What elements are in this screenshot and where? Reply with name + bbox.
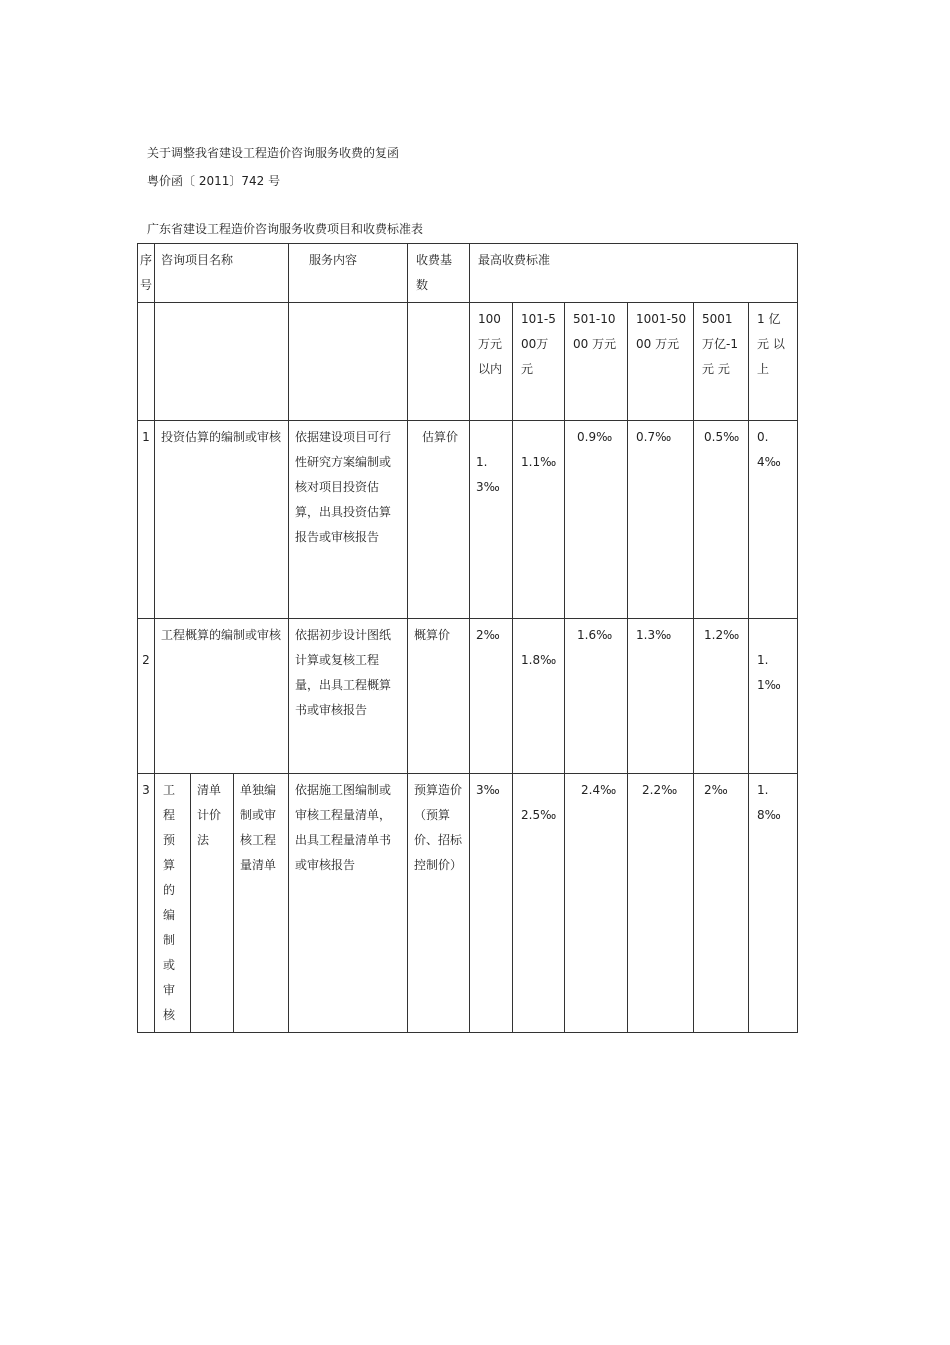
max-standard-header: 最高收费标准 <box>470 244 798 303</box>
row-service: 依据初步设计图纸计算或复核工程量，出具工程概算书或审核报告 <box>289 619 408 774</box>
rate-cell: 0.5‰ <box>694 421 749 619</box>
rate-cell: 1.1‰ <box>513 421 565 619</box>
row-method: 清单计价法 <box>191 774 234 1033</box>
rate-cell: 2‰ <box>694 774 749 1033</box>
row-base: 概算价 <box>408 619 470 774</box>
base-header: 收费基数 <box>408 244 470 303</box>
rate-cell: 0.4‰ <box>749 421 798 619</box>
band-cell: 501-1000 万元 <box>565 303 628 421</box>
row-service: 依据施工图编制或审核工程量清单，出具工程量清单书或审核报告 <box>289 774 408 1033</box>
band-cell: 100万元以内 <box>470 303 513 421</box>
band-cell: 5001万亿-1元 元 <box>694 303 749 421</box>
fee-table <box>137 243 798 1033</box>
doc-number: 粤价函〔 2011〕742 号 <box>147 174 281 188</box>
rate-cell: 1.2‰ <box>694 619 749 774</box>
doc-title: 关于调整我省建设工程造价咨询服务收费的复函 <box>147 146 400 160</box>
row-name: 投资估算的编制或审核 <box>155 421 289 619</box>
band-cell: 1001-5000 万元 <box>628 303 694 421</box>
rate-cell: 1.8‰ <box>749 774 798 1033</box>
row-seq: 2 <box>138 619 155 774</box>
row-service: 依据建设项目可行性研究方案编制或核对项目投资估算，出具投资估算报告或审核报告 <box>289 421 408 619</box>
rate-cell: 0.9‰ <box>565 421 628 619</box>
rate-cell: 2.4‰ <box>565 774 628 1033</box>
rate-cell: 0.7‰ <box>628 421 694 619</box>
band-cell: 101-500万元 <box>513 303 565 421</box>
table-row <box>138 421 798 619</box>
band-cell: 1 亿元 以上 <box>749 303 798 421</box>
rate-cell: 2.5‰ <box>513 774 565 1033</box>
rate-cell: 1.3‰ <box>628 619 694 774</box>
band-row <box>138 303 798 421</box>
row-base: 估算价 <box>408 421 470 619</box>
rate-cell: 1.6‰ <box>565 619 628 774</box>
row-subitem: 单独编制或审核工程量清单 <box>234 774 289 1033</box>
row-name: 工程概算的编制或审核 <box>155 619 289 774</box>
row-seq: 1 <box>138 421 155 619</box>
rate-cell: 2‰ <box>470 619 513 774</box>
rate-cell: 1.8‰ <box>513 619 565 774</box>
seq-header: 序号 <box>138 244 155 303</box>
rate-cell: 3‰ <box>470 774 513 1033</box>
table-row <box>138 774 798 1033</box>
row-seq: 3 <box>138 774 155 1033</box>
rate-cell: 1.3‰ <box>470 421 513 619</box>
row-name-vertical <box>155 774 191 1033</box>
table-title: 广东省建设工程造价咨询服务收费项目和收费标准表 <box>147 222 424 236</box>
table-row <box>138 619 798 774</box>
service-header: 服务内容 <box>289 244 408 303</box>
item-name-header: 咨询项目名称 <box>155 244 289 303</box>
row-base: 预算造价（预算价、招标控制价） <box>408 774 470 1033</box>
rate-cell: 1.1‰ <box>749 619 798 774</box>
row-name: 工程预算的编制或审核 <box>163 783 176 1022</box>
header-row <box>138 244 798 303</box>
rate-cell: 2.2‰ <box>628 774 694 1033</box>
